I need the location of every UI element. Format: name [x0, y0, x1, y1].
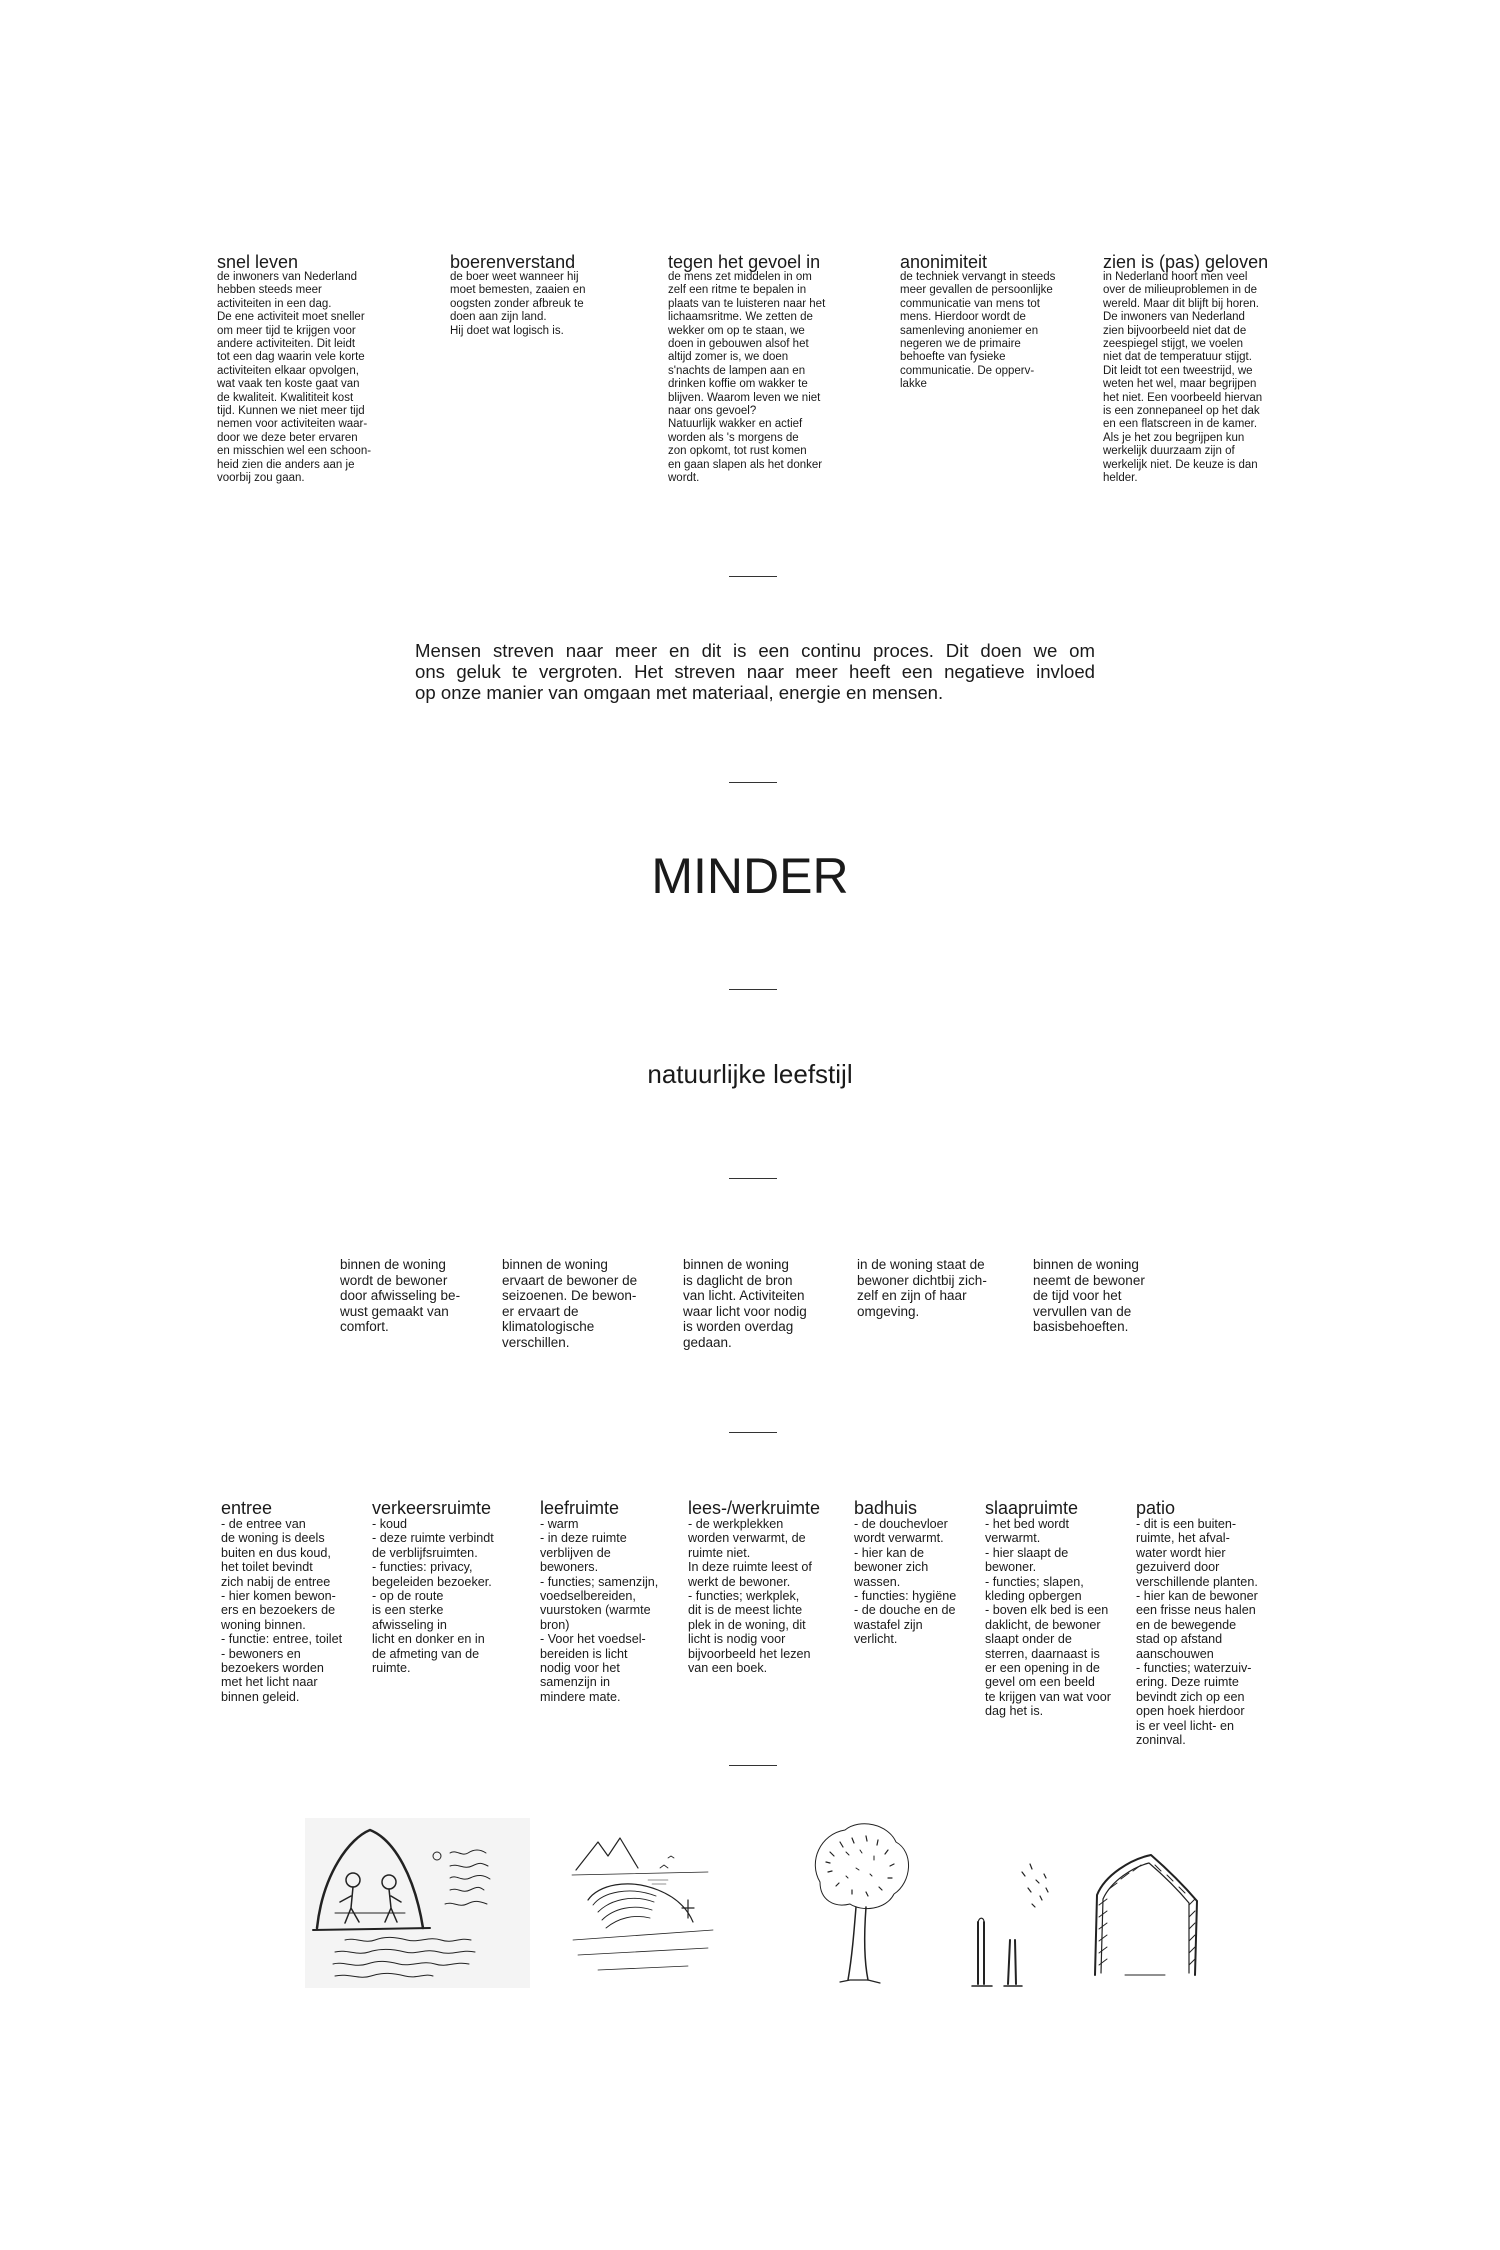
divider-rule: [729, 576, 777, 577]
column-text: de mens zet middelen in om zelf een ritme te bepalen in plaats van te luisteren naar het lichaamsritme. We zetten de wekker om op te staan, we doen in gebouwen alsof het altijd zomer is, we doen s'nachts de lampen aan en drinken koffie om wakker te blijven. Waarom leven we niet naar ons gevoel? Natuurlijk wakker en actief worden als 's morgens de zon opkomt, tot rust komen en gaan slapen als het donker wordt.: [668, 271, 826, 485]
top-column-anonimiteit: [900, 253, 1090, 392]
column-text: de techniek vervangt in steeds meer gevallen de persoonlijke communicatie van mens tot mens. Hierdoor wordt de samenleving anoniemer en negeren we de primaire behoefte van fysieke communicatie. De opperv- lakke: [900, 271, 1056, 391]
room-column-slaapruimte: [985, 1499, 1135, 1719]
column-text: - warm - in deze ruimte verblijven de bewoners. - functies; samenzijn, voedselbereiden, vuurstoken (warmte bron) - Voor het voedsel- bereiden is licht nodig voor het samenzijn in mindere mate.: [540, 1517, 659, 1704]
room-column-verkeersruimte: [372, 1499, 520, 1675]
top-column-snel-leven: [217, 253, 402, 486]
column-text: binnen de woning neemt de bewoner de tijd voor het vervullen van de basisbehoeften.: [1033, 1257, 1145, 1335]
column-title: snel leven: [217, 252, 299, 272]
landscape-sketch: [568, 1830, 718, 1982]
column-text: - de douchevloer wordt verwarmt. - hier kan de bewoner zich wassen. - functies: hygiëne - de douche en de wastafel zijn verlicht.: [854, 1517, 957, 1647]
column-title: slaapruimte: [985, 1498, 1079, 1518]
room-column-patio: [1136, 1499, 1286, 1748]
column-title: patio: [1136, 1498, 1176, 1518]
column-text: binnen de woning wordt de bewoner door afwisseling be- wust gemaakt van comfort.: [340, 1257, 461, 1335]
column-text: de inwoners van Nederland hebben steeds meer activiteiten in een dag. De ene activiteit moet sneller om meer tijd te krijgen voor andere activiteiten. Dit leidt tot een dag waarin vele korte activiteiten elkaar opvolgen, wat vaak ten koste gaat van de kwaliteit. Kwalititeit kost tijd. Kunnen we niet meer tijd nemen voor activiteiten waar- door we deze beter ervaren en misschien wel een schoon- heid zien die anders aan je voorbij zou gaan.: [217, 271, 372, 485]
column-title: boerenverstand: [450, 252, 576, 272]
mid-column-2: [502, 1257, 672, 1351]
column-text: de boer weet wanneer hij moet bemesten, zaaien en oogsten zonder afbreuk te doen aan zijn land. Hij doet wat logisch is.: [450, 271, 586, 337]
divider-rule: [729, 1765, 777, 1766]
mid-column-3: [683, 1257, 848, 1351]
column-text: in de woning staat de bewoner dichtbij zich- zelf en zijn of haar omgeving.: [857, 1257, 987, 1319]
room-column-lees-werkruimte: [688, 1499, 848, 1675]
column-title: lees-/werkruimte: [688, 1498, 821, 1518]
intro-line: ons geluk te vergroten. Het streven naar meer heeft een negatieve invloed: [415, 661, 1095, 682]
intro-paragraph: [415, 640, 1095, 703]
top-column-boerenverstand: [450, 253, 630, 338]
room-column-entree: [221, 1499, 369, 1704]
column-title: entree: [221, 1498, 273, 1518]
mid-column-1: [340, 1257, 490, 1335]
divider-rule: [729, 989, 777, 990]
page-title: MINDER: [651, 848, 849, 904]
mid-column-5: [1033, 1257, 1193, 1335]
column-text: - de werkplekken worden verwarmt, de ruimte niet. In deze ruimte leest of werkt de bewoner. - functies; werkplek, dit is de meest lichte plek in de woning, dit licht is nodig voor bijvoorbeeld het lezen van een boek.: [688, 1517, 812, 1676]
intro-line: op onze manier van omgaan met materiaal, energie en mensen.: [415, 682, 944, 703]
mid-column-4: [857, 1257, 1027, 1319]
column-title: anonimiteit: [900, 252, 988, 272]
intro-line: Mensen streven naar meer en dit is een continu proces. Dit doen we om: [415, 640, 1095, 661]
top-column-zien-is-pas-geloven: [1103, 253, 1298, 486]
arch-dwelling-sketch: [305, 1818, 530, 1988]
column-title: verkeersruimte: [372, 1498, 492, 1518]
column-title: zien is (pas) geloven: [1103, 252, 1269, 272]
page-subtitle: natuurlijke leefstijl: [647, 1059, 853, 1089]
divider-rule: [729, 1178, 777, 1179]
column-title: badhuis: [854, 1498, 918, 1518]
column-title: tegen het gevoel in: [668, 252, 821, 272]
column-title: leefruimte: [540, 1498, 620, 1518]
column-text: in Nederland hoort men veel over de milieuproblemen in de wereld. Maar dit blijft bij horen. De inwoners van Nederland zien bijvoorbeeld niet dat de zeespiegel stijgt, we voelen niet dat de temperatuur stijgt. Dit leidt tot een tweestrijd, we weten het wel, maar begrijpen het niet. Een voorbeeld hiervan is een zonnepaneel op het dak en een flatscreen in de kamer. Als je het zou begrijpen kun werkelijk duurzaam zijn of werkelijk niet. De keuze is dan helder.: [1103, 271, 1263, 485]
room-column-badhuis: [854, 1499, 982, 1647]
room-column-leefruimte: [540, 1499, 680, 1704]
column-text: - het bed wordt verwarmt. - hier slaapt de bewoner. - functies; slapen, kleding opbergen - boven elk bed is een daklicht, de bewoner slaapt onder de sterren, daarnaast is er een opening in de gevel om een beeld te krijgen van wat voor dag het is.: [985, 1517, 1111, 1719]
column-text: binnen de woning ervaart de bewoner de seizoenen. De bewon- er ervaart de klimatologische verschillen.: [502, 1257, 638, 1350]
tree-sketch: [790, 1812, 930, 1994]
divider-rule: [729, 782, 777, 783]
figures-sketch: [960, 1852, 1055, 1992]
divider-rule: [729, 1432, 777, 1433]
column-text: - dit is een buiten- ruimte, het afval- water wordt hier gezuiverd door verschillende planten. - hier kan de bewoner een frisse neus halen en de bewegende stad op afstand aanschouwen - functies; waterzuiv- ering. Deze ruimte bevindt zich op een open hoek hierdoor is er veel licht- en zoninval.: [1136, 1517, 1258, 1748]
column-text: - koud - deze ruimte verbindt de verblijfsruimten. - functies: privacy, begeleiden bezoeker. - op de route is een sterke afwisseling in licht en donker en in de afmeting van de ruimte.: [372, 1517, 494, 1676]
top-column-tegen-het-gevoel-in: [668, 253, 858, 486]
column-text: - de entree van de woning is deels buiten en dus koud, het toilet bevindt zich nabij de entree - hier komen bewon- ers en bezoekers de woning binnen. - functie: entree, toilet - bewoners en bezoekers worden met het licht naar binnen geleid.: [221, 1517, 343, 1704]
column-text: binnen de woning is daglicht de bron van licht. Activiteiten waar licht voor nodig is worden overdag gedaan.: [683, 1257, 807, 1350]
arch-shelter-sketch: [1085, 1845, 1205, 1980]
